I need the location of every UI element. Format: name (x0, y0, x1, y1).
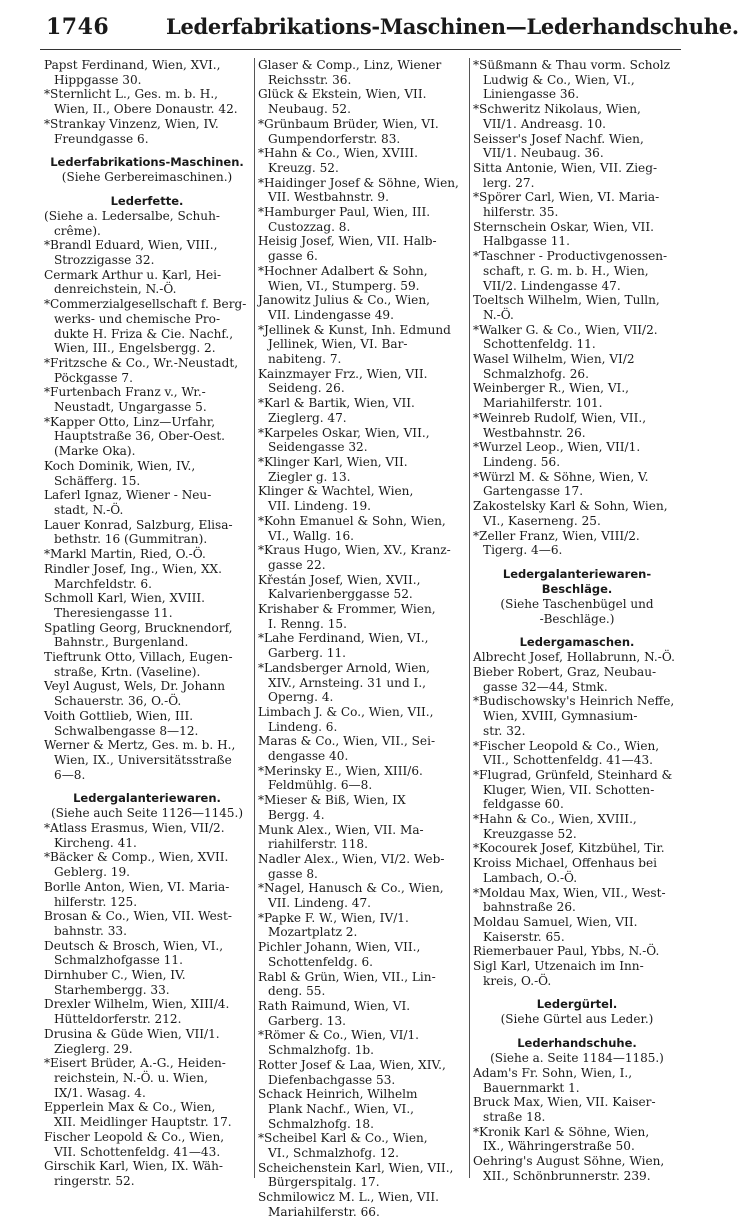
column-divider (469, 58, 470, 1178)
directory-entry: *Bäcker & Comp., Wien, XVII. Geblerg. 19. (44, 850, 229, 880)
section-heading: Ledergalanteriewaren- Beschläge. (502, 566, 652, 596)
directory-entry: *Hochner Adalbert & Sohn, Wien, VI., Stumperg. 59. (258, 263, 428, 293)
directory-entry: *Walker G. & Co., Wien, VII/2. Schottenfeldg. 11. (473, 322, 658, 352)
directory-entry: Lauer Konrad, Salzburg, Elisa- bethstr. 16 (Gummitran). (44, 517, 233, 547)
column-1 (44, 58, 250, 1188)
directory-entry: *Strankay Vinzenz, Wien, IV. Freundgasse 6. (44, 116, 219, 146)
directory-entry: *Brandl Eduard, Wien, VIII., Strozzigasse 32. (44, 238, 218, 268)
directory-entry: Rath Raimund, Wien, VI. Garberg. 13. (258, 999, 411, 1028)
directory-entry: *Haidinger Josef & Söhne, Wien, VII. Westbahnstr. 9. (258, 175, 459, 205)
directory-entry: *Würzl M. & Söhne, Wien, V. Gartengasse 17. (473, 469, 649, 499)
directory-entry: Adam's Fr. Sohn, Wien, I., Bauernmarkt 1. (473, 1065, 633, 1095)
directory-entry: Brosan & Co., Wien, VII. West- bahnstr. 33. (44, 909, 232, 938)
directory-entry: Heisig Josef, Wien, VII. Halb- gasse 6. (258, 234, 437, 264)
section-heading: Ledergürtel. (536, 997, 618, 1012)
directory-entry: *Süßmann & Thau vorm. Scholz Ludwig & Co., Wien, VI., Liniengasse 36. (473, 58, 671, 102)
directory-entry: Riemerbauer Paul, Ybbs, N.-Ö. (473, 944, 660, 959)
directory-entry: Girschik Karl, Wien, IX. Wäh- ringerstr. 52. (44, 1159, 223, 1188)
section-heading: Lederhandschuhe. (517, 1036, 637, 1051)
directory-entry: Deutsch & Brosch, Wien, VI., Schmalzhofgasse 11. (44, 938, 224, 968)
directory-entry: Drexler Wilhelm, Wien, XIII/4. Hütteldorferstr. 212. (44, 997, 230, 1027)
section-heading: Lederfette. (110, 193, 184, 208)
directory-entry: *Lahe Ferdinand, Wien, VI., Garberg. 11. (258, 631, 429, 661)
directory-entry: Schmoll Karl, Wien, XVIII. Theresiengasse 11. (44, 591, 205, 620)
directory-entry: Cermark Arthur u. Karl, Hei- denreichstein, N.-Ö. (44, 267, 222, 297)
directory-entry: Toeltsch Wilhelm, Wien, Tulln, N.-Ö. (473, 293, 660, 322)
section-heading: Lederfabrikations-Maschinen. (50, 155, 244, 170)
directory-entry: Moldau Samuel, Wien, VII. Kaiserstr. 65. (473, 914, 638, 944)
column-2 (258, 58, 466, 1219)
directory-entry: Rabl & Grün, Wien, VII., Lin- deng. 55. (258, 969, 436, 999)
directory-entry: Munk Alex., Wien, VII. Ma- riahilferstr. 118. (258, 822, 424, 852)
directory-entry: Veyl August, Wels, Dr. Johann Schauerstr. 36, O.-Ö. (44, 679, 226, 709)
directory-entry: *Fritzsche & Co., Wr.-Neustadt, Pöckgasse 7. (44, 355, 239, 385)
directory-entry: Albrecht Josef, Hollabrunn, N.-Ö. (473, 650, 675, 665)
section-note: (Siehe a. Seite 1184—1185.) (490, 1051, 664, 1066)
directory-entry: Glück & Ekstein, Wien, VII. Neubaug. 52. (258, 87, 427, 117)
directory-entry: Papst Ferdinand, Wien, XVI., Hippgasse 30. (44, 58, 221, 87)
directory-entry: *Nagel, Hanusch & Co., Wien, VII. Lindeng. 47. (258, 881, 444, 911)
page-title: Lederfabrikations-Maschinen—Lederhandschuhe. (166, 14, 739, 39)
directory-entry: *Kohn Emanuel & Sohn, Wien, VI., Wallg. 16. (258, 513, 446, 543)
directory-entry: Schack Heinrich, Wilhelm Plank Nachf., Wien, VI., Schmalzhofg. 18. (258, 1087, 418, 1131)
page-header (46, 14, 739, 42)
section-heading: Ledergalanteriewaren. (73, 791, 221, 806)
column-3 (473, 58, 681, 1182)
header-rule (40, 49, 681, 50)
directory-entry: *Kraus Hugo, Wien, XV., Kranz- gasse 22. (258, 543, 451, 572)
directory-entry: Sternschein Oskar, Wien, VII. Halbgasse 11. (473, 219, 654, 249)
directory-entry: *Zeller Franz, Wien, VIII/2. Tigerg. 4—6. (473, 528, 640, 558)
directory-entry: Seisser's Josef Nachf. Wien, VII/1. Neubaug. 36. (473, 131, 644, 161)
section-note: (Siehe Gürtel aus Leder.) (500, 1012, 654, 1027)
directory-entry: Bieber Robert, Graz, Neubau- gasse 32—44, Stmk. (473, 665, 657, 694)
directory-entry: Drusina & Güde Wien, VII/1. Zieglerg. 29. (44, 1026, 220, 1056)
directory-entry: Borlle Anton, Wien, VI. Maria- hilferstr. 125. (44, 879, 230, 909)
section-note: (Siehe Gerbereimaschinen.) (61, 170, 233, 185)
directory-entry: Rotter Josef & Laa, Wien, XIV., Diefenbachgasse 53. (258, 1057, 446, 1087)
directory-entry: *Spörer Carl, Wien, VI. Maria- hilferstr. 35. (473, 190, 660, 220)
directory-entry: Maras & Co., Wien, VII., Sei- dengasse 40. (258, 734, 436, 764)
directory-entry: *Commerzialgesellschaft f. Berg- werks- und chemische Pro- dukte H. Friza & Cie. Nachf., Wien, III., Engelsbergg. 2. (44, 297, 247, 356)
directory-entry: *Fischer Leopold & Co., Wien, VII., Schottenfeldg. 41—43. (473, 738, 660, 768)
directory-entry: *Moldau Max, Wien, VII., West- bahnstraße 26. (473, 885, 666, 915)
directory-entry: *Mieser & Biß, Wien, IX Bergg. 4. (258, 793, 406, 822)
directory-entry: *Klinger Karl, Wien, VII. Ziegler g. 13. (258, 454, 408, 484)
directory-entry: *Markl Martin, Ried, O.-Ö. (44, 547, 206, 562)
directory-entry: Zakostelsky Karl & Sohn, Wien, VI., Kaserneng. 25. (473, 499, 668, 528)
directory-entry: *Karpeles Oskar, Wien, VII., Seidengasse 32. (258, 425, 430, 455)
directory-entry: *Papke F. W., Wien, IV/1. Mozartplatz 2. (258, 910, 409, 940)
directory-entry: *Römer & Co., Wien, VI/1. Schmalzhofg. 1b. (258, 1028, 419, 1058)
directory-entry: *Kronik Karl & Söhne, Wien, IX., Währingerstraße 50. (473, 1124, 650, 1154)
directory-entry: Koch Dominik, Wien, IV., Schäfferg. 15. (44, 458, 196, 488)
directory-entry: *Hahn & Co., Wien, XVIII. Kreuzg. 52. (258, 146, 418, 175)
directory-entry: *Karl & Bartik, Wien, VII. Zieglerg. 47. (258, 396, 415, 425)
directory-entry: Sitta Antonie, Wien, VII. Zieg- lerg. 27. (473, 160, 658, 190)
directory-entry: Pichler Johann, Wien, VII., Schottenfeldg. 6. (258, 940, 421, 969)
directory-entry: Bruck Max, Wien, VII. Kaiser- straße 18. (473, 1095, 656, 1124)
directory-entry: *Furtenbach Franz v., Wr.- Neustadt, Ungargasse 5. (44, 385, 207, 415)
directory-entry: *Merinsky E., Wien, XIII/6. Feldmühlg. 6—8. (258, 763, 423, 793)
directory-entry: Sigl Karl, Utzenaich im Inn- kreis, O.-Ö. (473, 959, 644, 988)
directory-entry: *Schweritz Nikolaus, Wien, VII/1. Andreasg. 10. (473, 102, 641, 131)
directory-entry: Kainzmayer Frz., Wien, VII. Seideng. 26. (258, 366, 428, 396)
directory-entry: *Eisert Brüder, A.-G., Heiden- reichstein, N.-Ö. u. Wien, IX/1. Wasag. 4. (44, 1056, 226, 1100)
directory-entry: *Scheibel Karl & Co., Wien, VI., Schmalzhofg. 12. (258, 1131, 428, 1161)
directory-entry: Krishaber & Frommer, Wien, I. Renng. 15. (258, 602, 436, 631)
directory-entry: Dirnhuber C., Wien, IV. Starhembergg. 33. (44, 968, 186, 997)
directory-entry: Epperlein Max & Co., Wien, XII. Meidlinger Hauptstr. 17. (44, 1100, 232, 1130)
column-divider (254, 58, 255, 1178)
directory-entry: Rindler Josef, Ing., Wien, XX. Marchfeldstr. 6. (44, 561, 223, 591)
directory-entry: Schmilowicz M. L., Wien, VII. Mariahilferstr. 66. (258, 1190, 440, 1219)
directory-entry: *Taschner - Productivgenossen- schaft, r. G. m. b. H., Wien, VII/2. Lindengasse 47. (473, 249, 668, 293)
directory-entry: *Atlass Erasmus, Wien, VII/2. Kircheng. 41. (44, 821, 225, 850)
directory-entry: *Hamburger Paul, Wien, III. Custozzag. 8. (258, 205, 431, 234)
directory-entry: Fischer Leopold & Co., Wien, VII. Schottenfeldg. 41—43. (44, 1129, 225, 1159)
directory-entry: *Weinreb Rudolf, Wien, VII., Westbahnstr. 26. (473, 410, 647, 440)
directory-entry: Nadler Alex., Wien, VI/2. Web- gasse 8. (258, 851, 445, 881)
directory-entry: *Budischowsky's Heinrich Neffe, Wien, XVIII, Gymnasium- str. 32. (473, 694, 675, 738)
directory-entry: Tieftrunk Otto, Villach, Eugen- straße, Krtn. (Vaseline). (44, 650, 233, 679)
directory-entry: Spatling Georg, Brucknendorf, Bahnstr., Burgenland. (44, 620, 233, 650)
directory-entry: Janowitz Julius & Co., Wien, VII. Lindengasse 49. (258, 293, 430, 322)
directory-entry: *Flugrad, Grünfeld, Steinhard & Kluger, Wien, VII. Schotten- feldgasse 60. (473, 767, 673, 812)
directory-entry: Scheichenstein Karl, Wien, VII., Bürgerspitalg. 17. (258, 1160, 454, 1190)
directory-entry: *Wurzel Leop., Wien, VII/1. Lindeng. 56. (473, 440, 641, 469)
section-note: (Siehe auch Seite 1126—1145.) (50, 806, 244, 821)
directory-entry: Oehring's August Söhne, Wien, XII., Schönbrunnerstr. 239. (473, 1154, 665, 1183)
directory-entry: Klinger & Wachtel, Wien, VII. Lindeng. 19. (258, 484, 414, 514)
directory-entry: Wasel Wilhelm, Wien, VI/2 Schmalzhofg. 26. (473, 352, 635, 381)
directory-entry: Laferl Ignaz, Wiener - Neu- stadt, N.-Ö. (44, 488, 212, 517)
section-heading: Ledergamaschen. (519, 635, 635, 650)
directory-entry: *Hahn & Co., Wien, XVIII., Kreuzgasse 52. (473, 812, 637, 841)
directory-entry: Voith Gottlieb, Wien, III. Schwalbengasse 8—12. (44, 708, 199, 738)
directory-entry: Weinberger R., Wien, VI., Mariahilferstr. 101. (473, 381, 630, 411)
directory-entry: Limbach J. & Co., Wien, VII., Lindeng. 6. (258, 704, 434, 734)
directory-entry: Werner & Mertz, Ges. m. b. H., Wien, IX., Universitätsstraße 6—8. (44, 738, 236, 782)
page-number: 1746 (46, 14, 110, 40)
directory-entry: *Kapper Otto, Linz—Urfahr, Hauptstraße 36, Ober-Oest. (Marke Oka). (44, 414, 226, 459)
directory-entry: (Siehe a. Ledersalbe, Schuh- crême). (44, 208, 220, 238)
directory-entry: *Landsberger Arnold, Wien, XIV., Arnsteing. 31 und I., Operng. 4. (258, 660, 430, 705)
directory-entry: *Grünbaum Brüder, Wien, VI. Gumpendorferstr. 83. (258, 116, 439, 146)
directory-entry: *Jellinek & Kunst, Inh. Edmund Jellinek, Wien, VI. Bar- nabiteng. 7. (258, 322, 451, 367)
directory-entry: Kroiss Michael, Offenhaus bei Lambach, O.-Ö. (473, 856, 658, 885)
directory-entry: Glaser & Comp., Linz, Wiener Reichsstr. 36. (258, 58, 442, 87)
directory-entry: Křestán Josef, Wien, XVII., Kalvarienberggasse 52. (258, 572, 421, 602)
directory-entry: *Kocourek Josef, Kitzbühel, Tir. (473, 841, 665, 856)
section-note: (Siehe Taschenbügel und -Beschläge.) (500, 596, 654, 626)
directory-entry: *Sternlicht L., Ges. m. b. H., Wien, II., Obere Donaustr. 42. (44, 87, 238, 117)
